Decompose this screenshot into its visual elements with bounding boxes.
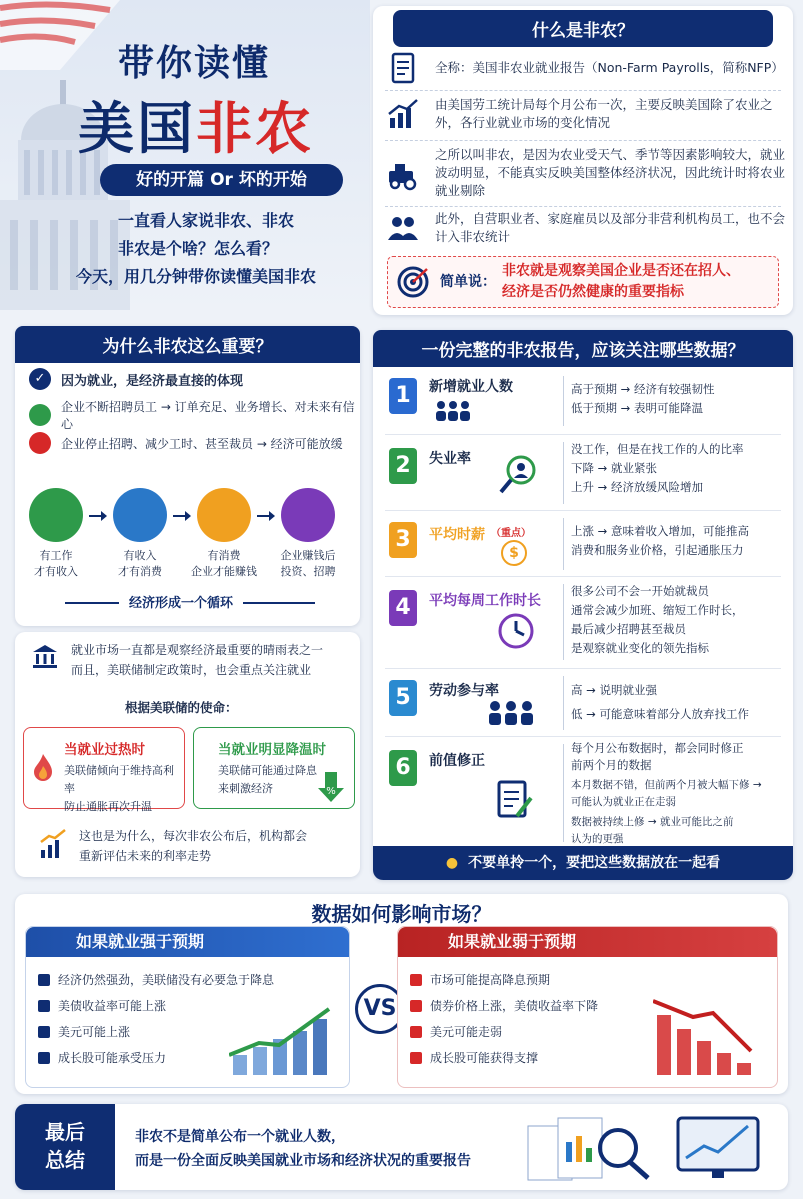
weak-item-4: 成长股可能获得支撑: [430, 1051, 539, 1065]
briefcase-icon: [29, 488, 83, 542]
divider: [385, 668, 781, 669]
row-2-number: 2: [389, 448, 417, 484]
row-2-desc-1: 没工作，但是在找工作的人的比率: [571, 442, 744, 456]
fed-footer-1: 这也是为什么，每次非农公布后，机构都会: [79, 829, 308, 843]
simple-summary-box: [387, 256, 779, 308]
divider: [385, 736, 781, 737]
svg-text:%: %: [326, 786, 336, 797]
people-group-icon: [433, 398, 473, 422]
hero-title: [78, 85, 314, 165]
report-row-5: [385, 672, 785, 734]
row-1-desc-2: 低于预期 → 表明可能降温: [571, 401, 703, 415]
report-card: [373, 330, 793, 880]
weak-item: [410, 971, 550, 988]
row-5-desc: [571, 678, 787, 726]
what-is-nfp-card: [373, 6, 793, 315]
row-6-desc-3: 本月数据不错，但前两个月被大幅下修 →: [571, 779, 762, 791]
row-4-number: 4: [389, 590, 417, 626]
divider: [563, 676, 564, 730]
row-2-desc: [571, 440, 787, 497]
strong-item-2: 美债收益率可能上涨: [58, 999, 167, 1013]
divider: [563, 442, 564, 504]
magnifier-person-icon: [497, 452, 541, 496]
fed-footer-2: 重新评估未来的利率走势: [79, 849, 212, 863]
fed-cool-box: [193, 727, 355, 809]
row-6-desc-1: 每个月公布数据时，都会同时修正: [571, 741, 744, 755]
row-6-title: 前值修正: [429, 753, 485, 769]
arrow-icon: [257, 515, 271, 517]
cycle-3-line1: 有消费: [207, 549, 241, 562]
strong-box: [25, 926, 350, 1088]
document-icon: [385, 50, 421, 86]
row-1-desc: [571, 380, 787, 418]
report-row-4: [385, 580, 785, 664]
hero-title-part-b: 非农: [196, 97, 314, 162]
report-footer-text: 不要单拎一个，要把这些数据放在一起看: [468, 855, 721, 871]
reports-illustration-icon: [518, 1112, 778, 1182]
summary-card: [15, 1104, 788, 1190]
market-card: [15, 894, 788, 1094]
building-icon: [197, 488, 251, 542]
divider: [563, 584, 564, 660]
salary-icon: $: [501, 540, 527, 566]
rate-down-icon: [318, 772, 344, 802]
weak-box: [397, 926, 778, 1088]
clock-icon: [497, 612, 535, 650]
fed-mission: 根据美联储的使命：: [125, 700, 238, 715]
growth-chart-icon: [281, 488, 335, 542]
divider: [563, 744, 564, 842]
row-2-desc-3: 上升 → 经济放缓风险增加: [571, 480, 703, 494]
report-footer: [373, 846, 793, 880]
fed-intro: [71, 640, 323, 680]
row-5-title: 劳动参与率: [429, 683, 499, 699]
summary-tag-2: 总结: [45, 1148, 85, 1172]
row-4-desc-2: 通常会减少加班、缩短工作时长，: [571, 603, 744, 617]
check-icon: [38, 1000, 50, 1012]
divider: [385, 140, 781, 141]
check-icon: [410, 974, 422, 986]
cycle-2-line1: 有收入: [123, 549, 157, 562]
weak-title: 如果就业弱于预期: [448, 932, 577, 951]
fed-cool-2: 来刺激经济: [218, 782, 273, 795]
bank-icon: [31, 642, 59, 670]
check-icon: ✓: [29, 368, 51, 390]
simple-label: 简单说：: [440, 273, 496, 290]
strong-header: [26, 927, 349, 957]
hero-line-1: 一直看人家说非农、非农: [118, 211, 295, 230]
cycle-label-1: [11, 548, 101, 580]
cycle-2-line2: 才有消费: [118, 565, 162, 578]
row-3-tag: （重点）: [491, 528, 531, 539]
cycle-1-line2: 才有收入: [34, 565, 78, 578]
strong-item: [38, 1049, 166, 1066]
summary-line-1: 非农不是简单公布一个就业人数，: [135, 1129, 345, 1145]
row-5-number: 5: [389, 680, 417, 716]
why-item-1-text: 因为就业，是经济最直接的体现: [61, 373, 244, 389]
divider: [563, 376, 564, 426]
fed-footer: [79, 826, 307, 866]
row-1-desc-1: 高于预期 → 经济有较强韧性: [571, 382, 715, 396]
row-3-desc-2: 消费和服务业价格，引起通胀压力: [571, 543, 744, 557]
report-row-1: [385, 372, 785, 432]
cycle-label-2: [95, 548, 185, 580]
row-6-number: 6: [389, 750, 417, 786]
cycle-4-line2: 投资、招聘: [280, 565, 336, 578]
row-1-title: 新增就业人数: [429, 379, 513, 395]
row-3-desc: [571, 522, 787, 560]
row-3-title: 平均时薪: [429, 527, 485, 543]
row-6-desc-6: 认为的更强: [571, 833, 624, 845]
vs-badge: VS: [355, 984, 405, 1034]
weak-item-2: 债券价格上涨，美债收益率下降: [430, 999, 599, 1013]
fed-hot-title: 当就业过热时: [64, 742, 145, 758]
why-item-2: [29, 398, 360, 432]
weak-item: [410, 1049, 538, 1066]
row-4-desc-3: 最后减少招聘甚至裁员: [571, 622, 686, 636]
why-item-2-text: 企业不断招聘员工 → 订单充足、业务增长、对未来有信心: [61, 400, 355, 431]
strong-item-4: 成长股可能承受压力: [58, 1051, 167, 1065]
hero-line-2: 非农是个啥？怎么看？: [118, 239, 279, 258]
fed-intro-2: 而且，美联储制定政策时，也会重点关注就业: [71, 663, 312, 677]
divider: [385, 510, 781, 511]
summary-line-2: 而是一份全面反映美国就业市场和经济状况的重要报告: [135, 1153, 471, 1169]
cycle-label-3: [179, 548, 269, 580]
what-row-publish: [385, 96, 785, 132]
why-important-card: [15, 326, 360, 626]
row-5-desc-1: 高 → 说明就业强: [571, 683, 657, 697]
people-down-icon: [29, 432, 51, 454]
fed-hot-2: 防止通胀再次升温: [64, 800, 152, 813]
summary-tag-1: 最后: [45, 1120, 85, 1144]
row-3-number: 3: [389, 522, 417, 558]
hero-title-line1: 带你读懂: [118, 43, 271, 84]
report-header: 一份完整的非农报告，应该关注哪些数据？: [373, 330, 793, 367]
weak-item-1: 市场可能提高降息预期: [430, 973, 551, 987]
strong-item-1: 经济仍然强劲，美联储没有必要急于降息: [58, 973, 275, 987]
strong-item-3: 美元可能上涨: [58, 1025, 131, 1039]
strong-item: [38, 1023, 130, 1040]
cycle-3-line2: 企业才能赚钱: [191, 565, 257, 578]
fed-hot-1: 美联储倾向于维持高利率: [64, 764, 174, 795]
fed-intro-1: 就业市场一直都是观察经济最重要的晴雨表之一: [71, 643, 324, 657]
labor-group-icon: [485, 698, 537, 726]
why-item-3: [29, 432, 343, 454]
strong-item: [38, 971, 274, 988]
what-text-3: 之所以叫非农，是因为农业受天气、季节等因素影响较大，就业波动明显，不能真实反映美国整体经济状况，因此统计时将农业就业剔除: [435, 147, 786, 198]
fed-cool-title: 当就业明显降温时: [218, 742, 326, 758]
weak-item-3: 美元可能走弱: [430, 1025, 503, 1039]
row-6-desc-5: 数据被持续上修 → 就业可能比之前: [571, 816, 734, 828]
fed-card: [15, 632, 360, 877]
simple-text-line2: 经济是否仍然健康的重要指标: [502, 284, 684, 300]
row-4-desc-4: 是观察就业变化的领先指标: [571, 641, 709, 655]
falling-bars-icon: [653, 995, 763, 1077]
arrow-icon: [173, 515, 187, 517]
farm-icon: [385, 155, 421, 191]
simple-text-line1: 非农就是观察美国企业是否还在招人、: [502, 263, 740, 279]
what-header: 什么是非农？: [393, 10, 773, 47]
row-4-title: 平均每周工作时长: [429, 593, 541, 609]
divider: [563, 518, 564, 570]
cart-icon: [113, 488, 167, 542]
row-3-desc-1: 上涨 → 意味着收入增加，可能推高: [571, 524, 749, 538]
row-1-number: 1: [389, 378, 417, 414]
people-icon: [385, 210, 421, 246]
chart-icon: [385, 96, 421, 132]
fed-cool-1: 美联储可能通过降息: [218, 764, 317, 777]
what-row-why-nonfarm: [385, 146, 785, 200]
row-5-desc-2: 低 → 可能意味着部分人放弃找工作: [571, 707, 749, 721]
cycle-1-line1: 有工作: [39, 549, 73, 562]
strong-item: [38, 997, 166, 1014]
row-6-desc-4: 可能认为就业正在走弱: [571, 796, 676, 808]
check-icon: [38, 974, 50, 986]
cycle-4-line1: 企业赚钱后: [280, 549, 336, 562]
report-row-2: [385, 438, 785, 508]
hero-title-part-a: 美国: [78, 97, 196, 162]
why-item-3-text: 企业停止招聘、减少工时、甚至裁员 → 经济可能放缓: [61, 436, 343, 451]
strong-title: 如果就业强于预期: [76, 932, 205, 951]
divider: [385, 576, 781, 577]
why-item-1: [29, 368, 243, 390]
fed-cool-text: [218, 762, 317, 798]
arrow-icon: [89, 515, 103, 517]
row-2-desc-2: 下降 → 就业紧张: [571, 461, 657, 475]
target-icon: [396, 265, 430, 299]
hero-line-3: 今天，用几分钟带你读懂美国非农: [76, 267, 317, 286]
market-title: 数据如何影响市场？: [311, 902, 492, 926]
check-icon: [410, 1000, 422, 1012]
what-text-1: 全称：美国非农业就业报告（Non-Farm Payrolls，简称NFP）: [435, 60, 784, 75]
report-row-3: [385, 514, 785, 574]
divider: [385, 434, 781, 435]
edit-document-icon: [495, 778, 535, 822]
check-icon: [410, 1026, 422, 1038]
cycle-caption: 经济形成一个循环: [119, 592, 243, 611]
summary-tag: [15, 1104, 115, 1190]
fed-hot-box: [23, 727, 185, 813]
fed-hot-text: [64, 762, 184, 816]
what-row-fullname: [385, 50, 785, 86]
row-4-desc-1: 很多公司不会一开始就裁员: [571, 584, 709, 598]
rising-bars-icon: [229, 1005, 339, 1077]
row-6-desc: [571, 740, 787, 848]
why-header: 为什么非农这么重要？: [15, 326, 360, 363]
weak-item: [410, 1023, 502, 1040]
what-text-4: 此外，自营职业者、家庭雇员以及部分非营利机构员工，也不会计入非农统计: [435, 211, 786, 244]
divider: [385, 90, 781, 91]
check-icon: [410, 1052, 422, 1064]
lightbulb-icon: ●: [445, 855, 459, 871]
hero-section: [0, 0, 370, 315]
what-row-excluded: [385, 210, 785, 246]
chart-up-icon: [39, 828, 67, 860]
fire-icon: [32, 752, 54, 782]
check-icon: [38, 1052, 50, 1064]
divider: [385, 206, 781, 207]
row-2-title: 失业率: [429, 451, 471, 467]
people-up-icon: [29, 404, 51, 426]
check-icon: [38, 1026, 50, 1038]
row-4-desc: [571, 582, 787, 658]
simple-text: [502, 261, 740, 303]
weak-header: [398, 927, 777, 957]
cycle-label-4: [263, 548, 353, 580]
hero-subtitle-pill: 好的开篇 Or 坏的开始: [100, 164, 343, 196]
what-text-2: 由美国劳工统计局每个月公布一次，主要反映美国除了农业之外，各行业就业市场的变化情况: [435, 97, 773, 130]
row-6-desc-2: 前两个月的数据: [571, 758, 652, 772]
weak-item: [410, 997, 598, 1014]
report-row-6: [385, 740, 785, 844]
